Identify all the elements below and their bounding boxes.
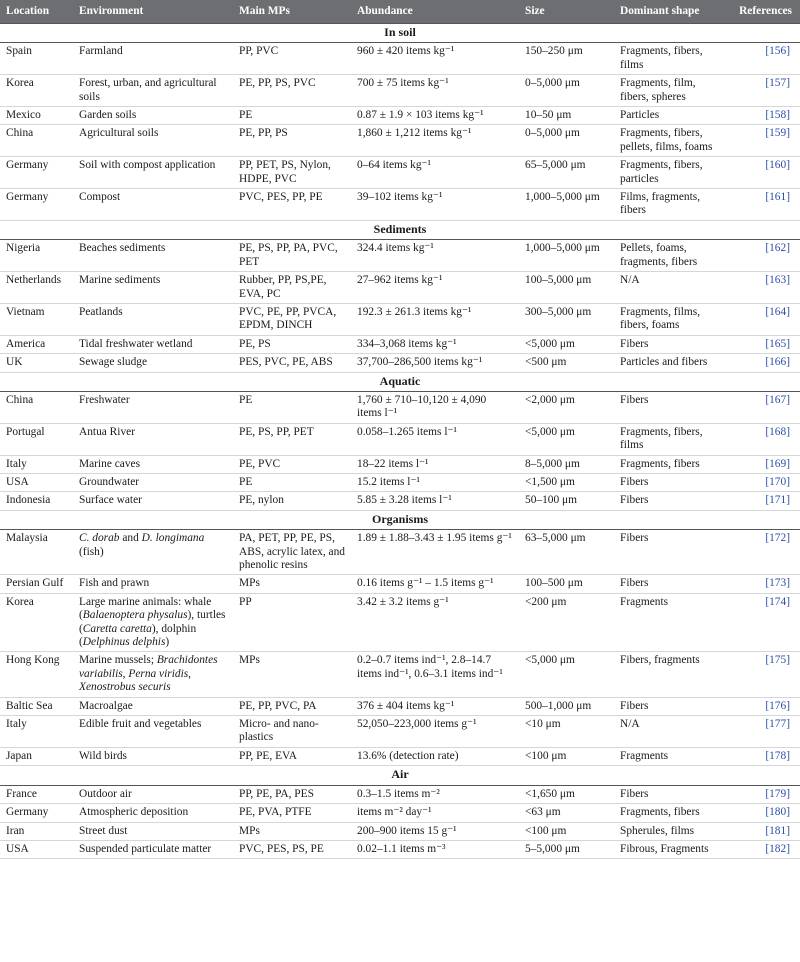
header-environment: Environment — [73, 0, 233, 24]
cell-reference-link[interactable]: [175] — [729, 652, 800, 697]
cell-abundance: 3.42 ± 3.2 items g⁻¹ — [351, 593, 519, 652]
cell-dominant-shape: Fibers — [614, 473, 729, 491]
cell-main-mps: MPs — [233, 822, 351, 840]
cell-environment: Tidal freshwater wetland — [73, 335, 233, 353]
cell-location: Mexico — [0, 107, 73, 125]
cell-location: Italy — [0, 716, 73, 748]
cell-abundance: 334–3,068 items kg⁻¹ — [351, 335, 519, 353]
cell-location: Baltic Sea — [0, 697, 73, 715]
cell-main-mps: PVC, PE, PP, PVCA, EPDM, DINCH — [233, 303, 351, 335]
cell-environment: Surface water — [73, 492, 233, 510]
cell-dominant-shape: Fibers — [614, 697, 729, 715]
cell-dominant-shape: Particles and fibers — [614, 354, 729, 372]
cell-size: <100 μm — [519, 747, 614, 765]
cell-dominant-shape: Fragments, fibers — [614, 455, 729, 473]
cell-dominant-shape: Spherules, films — [614, 822, 729, 840]
cell-main-mps: MPs — [233, 575, 351, 593]
cell-dominant-shape: Fibers — [614, 492, 729, 510]
header-size: Size — [519, 0, 614, 24]
cell-abundance: 1,860 ± 1,212 items kg⁻¹ — [351, 125, 519, 157]
cell-reference-link[interactable]: [181] — [729, 822, 800, 840]
cell-reference-link[interactable]: [165] — [729, 335, 800, 353]
table-row — [0, 157, 800, 189]
cell-reference-link[interactable]: [177] — [729, 716, 800, 748]
cell-reference-link[interactable]: [171] — [729, 492, 800, 510]
table-row — [0, 530, 800, 575]
cell-environment: Compost — [73, 189, 233, 221]
cell-abundance: 0.3–1.5 items m⁻² — [351, 785, 519, 803]
table-row — [0, 804, 800, 822]
cell-reference-link[interactable]: [169] — [729, 455, 800, 473]
cell-main-mps: PP, PE, EVA — [233, 747, 351, 765]
cell-abundance: items m⁻² day⁻¹ — [351, 804, 519, 822]
cell-reference-link[interactable]: [180] — [729, 804, 800, 822]
cell-main-mps: PP, PVC — [233, 43, 351, 75]
cell-reference-link[interactable]: [161] — [729, 189, 800, 221]
cell-environment: Suspended particulate matter — [73, 840, 233, 858]
cell-location: Persian Gulf — [0, 575, 73, 593]
cell-main-mps: PP — [233, 593, 351, 652]
table-row — [0, 125, 800, 157]
cell-dominant-shape: Fibers — [614, 785, 729, 803]
cell-location: Germany — [0, 189, 73, 221]
cell-environment: Edible fruit and vegetables — [73, 716, 233, 748]
cell-dominant-shape: Fragments, fibers, films — [614, 43, 729, 75]
cell-dominant-shape: Fragments, fibers — [614, 804, 729, 822]
cell-location: Germany — [0, 804, 73, 822]
cell-size: 10–50 μm — [519, 107, 614, 125]
cell-abundance: 376 ± 404 items kg⁻¹ — [351, 697, 519, 715]
cell-abundance: 192.3 ± 261.3 items kg⁻¹ — [351, 303, 519, 335]
cell-main-mps: PVC, PES, PS, PE — [233, 840, 351, 858]
cell-size: <63 μm — [519, 804, 614, 822]
cell-environment: Large marine animals: whale (Balaenoptera physalus), turtles (Caretta caretta), dolphin (Delphinus delphis) — [73, 593, 233, 652]
table-row — [0, 75, 800, 107]
cell-size: 100–5,000 μm — [519, 272, 614, 304]
cell-size: <2,000 μm — [519, 391, 614, 423]
cell-dominant-shape: Fibrous, Fragments — [614, 840, 729, 858]
cell-size: <100 μm — [519, 822, 614, 840]
cell-size: 8–5,000 μm — [519, 455, 614, 473]
cell-dominant-shape: Fibers — [614, 391, 729, 423]
cell-main-mps: PE, PP, PVC, PA — [233, 697, 351, 715]
cell-abundance: 18–22 items l⁻¹ — [351, 455, 519, 473]
cell-location: USA — [0, 473, 73, 491]
cell-reference-link[interactable]: [166] — [729, 354, 800, 372]
table-row — [0, 391, 800, 423]
table-row — [0, 423, 800, 455]
table-row — [0, 593, 800, 652]
table-body — [0, 24, 800, 859]
cell-environment: Groundwater — [73, 473, 233, 491]
cell-environment: Agricultural soils — [73, 125, 233, 157]
cell-reference-link[interactable]: [160] — [729, 157, 800, 189]
section-title: Sediments — [0, 220, 800, 239]
cell-reference-link[interactable]: [178] — [729, 747, 800, 765]
section-header-row — [0, 766, 800, 785]
cell-size: 0–5,000 μm — [519, 125, 614, 157]
table-row — [0, 652, 800, 697]
cell-environment: Freshwater — [73, 391, 233, 423]
cell-size: <500 μm — [519, 354, 614, 372]
cell-location: Vietnam — [0, 303, 73, 335]
section-header-row — [0, 220, 800, 239]
cell-abundance: 324.4 items kg⁻¹ — [351, 240, 519, 272]
cell-abundance: 15.2 items l⁻¹ — [351, 473, 519, 491]
cell-dominant-shape: Fragments, fibers, films — [614, 423, 729, 455]
table-row — [0, 697, 800, 715]
header-row — [0, 0, 800, 24]
cell-dominant-shape: Fragments — [614, 747, 729, 765]
cell-location: Malaysia — [0, 530, 73, 575]
cell-environment: Garden soils — [73, 107, 233, 125]
table-row — [0, 473, 800, 491]
cell-abundance: 1.89 ± 1.88–3.43 ± 1.95 items g⁻¹ — [351, 530, 519, 575]
cell-main-mps: PE — [233, 107, 351, 125]
cell-abundance: 0.058–1.265 items l⁻¹ — [351, 423, 519, 455]
cell-environment: Beaches sediments — [73, 240, 233, 272]
cell-reference-link[interactable]: [159] — [729, 125, 800, 157]
cell-main-mps: PVC, PES, PP, PE — [233, 189, 351, 221]
cell-environment: Wild birds — [73, 747, 233, 765]
cell-location: Portugal — [0, 423, 73, 455]
cell-environment: Sewage sludge — [73, 354, 233, 372]
cell-location: Netherlands — [0, 272, 73, 304]
header-main-mps: Main MPs — [233, 0, 351, 24]
cell-main-mps: PE — [233, 473, 351, 491]
cell-dominant-shape: Fibers — [614, 530, 729, 575]
table-row — [0, 822, 800, 840]
section-header-row — [0, 510, 800, 529]
cell-location: China — [0, 125, 73, 157]
cell-main-mps: MPs — [233, 652, 351, 697]
cell-abundance: 700 ± 75 items kg⁻¹ — [351, 75, 519, 107]
cell-dominant-shape: Particles — [614, 107, 729, 125]
cell-reference-link[interactable]: [172] — [729, 530, 800, 575]
section-title: Air — [0, 766, 800, 785]
table-row — [0, 785, 800, 803]
cell-main-mps: Micro- and nano-plastics — [233, 716, 351, 748]
cell-environment: Peatlands — [73, 303, 233, 335]
cell-main-mps: PE, nylon — [233, 492, 351, 510]
cell-location: Korea — [0, 75, 73, 107]
cell-abundance: 39–102 items kg⁻¹ — [351, 189, 519, 221]
cell-environment: Antua River — [73, 423, 233, 455]
cell-location: Japan — [0, 747, 73, 765]
cell-size: <1,650 μm — [519, 785, 614, 803]
cell-location: America — [0, 335, 73, 353]
cell-reference-link[interactable]: [170] — [729, 473, 800, 491]
section-title: Organisms — [0, 510, 800, 529]
cell-environment: Soil with compost application — [73, 157, 233, 189]
cell-abundance: 0.16 items g⁻¹ – 1.5 items g⁻¹ — [351, 575, 519, 593]
cell-abundance: 0.2–0.7 items ind⁻¹, 2.8–14.7 items ind⁻¹, 0.6–3.1 items ind⁻¹ — [351, 652, 519, 697]
table-row — [0, 189, 800, 221]
cell-abundance: 27–962 items kg⁻¹ — [351, 272, 519, 304]
cell-size: 50–100 μm — [519, 492, 614, 510]
cell-location: Italy — [0, 455, 73, 473]
cell-location: France — [0, 785, 73, 803]
cell-dominant-shape: Films, fragments, fibers — [614, 189, 729, 221]
cell-environment: Marine mussels; Brachidontes variabilis, Perna viridis, Xenostrobus securis — [73, 652, 233, 697]
cell-reference-link[interactable]: [156] — [729, 43, 800, 75]
cell-dominant-shape: Fragments — [614, 593, 729, 652]
cell-dominant-shape: Fibers — [614, 335, 729, 353]
cell-location: Iran — [0, 822, 73, 840]
cell-size: 100–500 μm — [519, 575, 614, 593]
cell-size: <1,500 μm — [519, 473, 614, 491]
cell-location: UK — [0, 354, 73, 372]
cell-environment: Marine sediments — [73, 272, 233, 304]
cell-environment: Forest, urban, and agricultural soils — [73, 75, 233, 107]
cell-location: Indonesia — [0, 492, 73, 510]
cell-size: 5–5,000 μm — [519, 840, 614, 858]
cell-location: China — [0, 391, 73, 423]
cell-reference-link[interactable]: [182] — [729, 840, 800, 858]
table-row — [0, 354, 800, 372]
cell-dominant-shape: Fragments, films, fibers, foams — [614, 303, 729, 335]
cell-reference-link[interactable]: [164] — [729, 303, 800, 335]
cell-size: 300–5,000 μm — [519, 303, 614, 335]
cell-size: <10 μm — [519, 716, 614, 748]
cell-abundance: 5.85 ± 3.28 items l⁻¹ — [351, 492, 519, 510]
table-row — [0, 335, 800, 353]
section-header-row — [0, 372, 800, 391]
cell-environment: Macroalgae — [73, 697, 233, 715]
header-dominant-shape: Dominant shape — [614, 0, 729, 24]
cell-dominant-shape: N/A — [614, 716, 729, 748]
cell-abundance: 13.6% (detection rate) — [351, 747, 519, 765]
cell-size: 63–5,000 μm — [519, 530, 614, 575]
cell-reference-link[interactable]: [162] — [729, 240, 800, 272]
cell-main-mps: PE, PP, PS — [233, 125, 351, 157]
cell-reference-link[interactable]: [173] — [729, 575, 800, 593]
cell-dominant-shape: Fibers, fragments — [614, 652, 729, 697]
cell-dominant-shape: Fibers — [614, 575, 729, 593]
section-title: Aquatic — [0, 372, 800, 391]
cell-main-mps: PES, PVC, PE, ABS — [233, 354, 351, 372]
cell-main-mps: PE — [233, 391, 351, 423]
cell-main-mps: PE, PS — [233, 335, 351, 353]
cell-environment: Marine caves — [73, 455, 233, 473]
cell-size: <5,000 μm — [519, 423, 614, 455]
cell-reference-link[interactable]: [158] — [729, 107, 800, 125]
cell-location: Nigeria — [0, 240, 73, 272]
header-references: References — [729, 0, 800, 24]
cell-environment: Street dust — [73, 822, 233, 840]
cell-dominant-shape: Pellets, foams, fragments, fibers — [614, 240, 729, 272]
cell-main-mps: Rubber, PP, PS,PE, EVA, PC — [233, 272, 351, 304]
cell-main-mps: PA, PET, PP, PE, PS, ABS, acrylic latex, and phenolic resins — [233, 530, 351, 575]
cell-main-mps: PE, PS, PP, PA, PVC, PET — [233, 240, 351, 272]
cell-abundance: 0–64 items kg⁻¹ — [351, 157, 519, 189]
cell-location: Hong Kong — [0, 652, 73, 697]
cell-environment: Outdoor air — [73, 785, 233, 803]
cell-reference-link[interactable]: [179] — [729, 785, 800, 803]
cell-size: <5,000 μm — [519, 652, 614, 697]
cell-abundance: 960 ± 420 items kg⁻¹ — [351, 43, 519, 75]
table-row — [0, 492, 800, 510]
cell-reference-link[interactable]: [168] — [729, 423, 800, 455]
cell-main-mps: PE, PS, PP, PET — [233, 423, 351, 455]
cell-main-mps: PE, PVC — [233, 455, 351, 473]
cell-main-mps: PE, PVA, PTFE — [233, 804, 351, 822]
table-row — [0, 716, 800, 748]
table-row — [0, 43, 800, 75]
cell-dominant-shape: Fragments, film, fibers, spheres — [614, 75, 729, 107]
cell-size: 65–5,000 μm — [519, 157, 614, 189]
cell-reference-link[interactable]: [174] — [729, 593, 800, 652]
section-header-row — [0, 24, 800, 43]
cell-abundance: 0.02–1.1 items m⁻³ — [351, 840, 519, 858]
cell-reference-link[interactable]: [163] — [729, 272, 800, 304]
table-row — [0, 455, 800, 473]
cell-main-mps: PP, PE, PA, PES — [233, 785, 351, 803]
table-row — [0, 840, 800, 858]
cell-size: 1,000–5,000 μm — [519, 240, 614, 272]
cell-main-mps: PP, PET, PS, Nylon, HDPE, PVC — [233, 157, 351, 189]
cell-abundance: 1,760 ± 710–10,120 ± 4,090 items l⁻¹ — [351, 391, 519, 423]
cell-environment: Farmland — [73, 43, 233, 75]
cell-location: USA — [0, 840, 73, 858]
cell-dominant-shape: Fragments, fibers, pellets, films, foams — [614, 125, 729, 157]
cell-reference-link[interactable]: [176] — [729, 697, 800, 715]
table-row — [0, 240, 800, 272]
cell-abundance: 52,050–223,000 items g⁻¹ — [351, 716, 519, 748]
cell-size: <200 μm — [519, 593, 614, 652]
table-row — [0, 272, 800, 304]
table-row — [0, 575, 800, 593]
cell-location: Spain — [0, 43, 73, 75]
cell-environment: Atmospheric deposition — [73, 804, 233, 822]
cell-abundance: 37,700–286,500 items kg⁻¹ — [351, 354, 519, 372]
cell-size: <5,000 μm — [519, 335, 614, 353]
cell-environment: Fish and prawn — [73, 575, 233, 593]
cell-location: Korea — [0, 593, 73, 652]
cell-reference-link[interactable]: [157] — [729, 75, 800, 107]
cell-abundance: 200–900 items 15 g⁻¹ — [351, 822, 519, 840]
table-row — [0, 107, 800, 125]
table-row — [0, 303, 800, 335]
cell-size: 0–5,000 μm — [519, 75, 614, 107]
cell-location: Germany — [0, 157, 73, 189]
cell-main-mps: PE, PP, PS, PVC — [233, 75, 351, 107]
header-abundance: Abundance — [351, 0, 519, 24]
cell-reference-link[interactable]: [167] — [729, 391, 800, 423]
cell-size: 150–250 μm — [519, 43, 614, 75]
cell-dominant-shape: N/A — [614, 272, 729, 304]
cell-dominant-shape: Fragments, fibers, particles — [614, 157, 729, 189]
section-title: In soil — [0, 24, 800, 43]
table-row — [0, 747, 800, 765]
cell-size: 500–1,000 μm — [519, 697, 614, 715]
header-location: Location — [0, 0, 73, 24]
cell-size: 1,000–5,000 μm — [519, 189, 614, 221]
cell-environment: C. dorab and D. longimana (fish) — [73, 530, 233, 575]
cell-abundance: 0.87 ± 1.9 × 103 items kg⁻¹ — [351, 107, 519, 125]
